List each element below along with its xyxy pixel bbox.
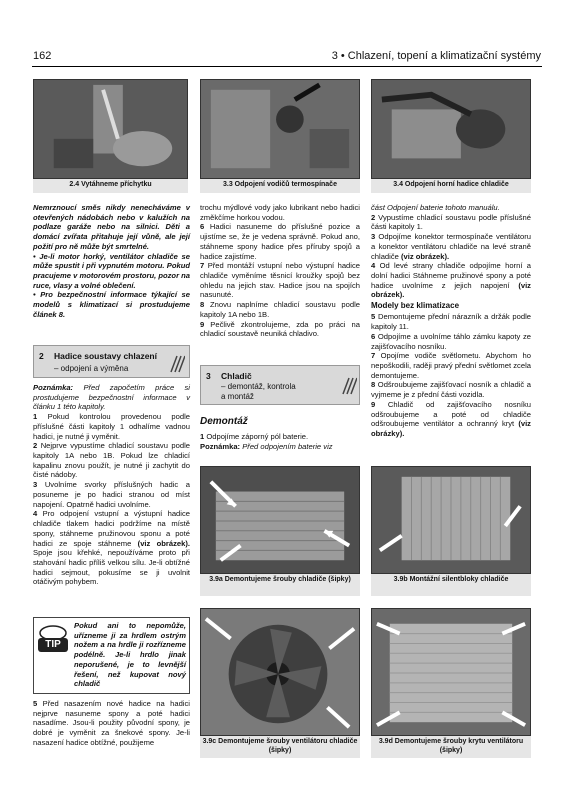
warning-antifreeze: Nemrznoucí směs nikdy nenecháváme v otevřených nádobách nebo v kalužích na podlaze garáže nebo na silnici. Děti a domácí zvířata přitahuje její vůně, ale její požití pro ně může být smrtelné.: [33, 203, 190, 251]
step-number: 4: [33, 509, 38, 519]
warning-aircon: • Pro bezpečnostní informace týkající se modelů s klimatizací si prostudujeme článek 8.: [33, 290, 190, 319]
step-2: Nejprve vypustíme chladicí soustavu podle kapitoly 1A nebo 1B. Pokud lze chladicí kapalinu znovu použít, je nutné ji zachytit do čisté nádoby.: [33, 441, 190, 480]
tip-box: [33, 617, 190, 694]
step-number: 7: [371, 351, 376, 361]
section-3-header: [200, 365, 360, 405]
step-9: Chladič od zajišťovacího nosníku odšroubujeme a poté od chladiče odšroubujeme ventilátor a ochranný kryt: [371, 399, 531, 429]
step-5: Před nasazením nové hadice na hadici nejprve nasuneme spony a poté hadici nasadíme. Jsou-li použity původní spony, je dobré je vyměnit za šnekové spony. Je-li nasazení hadice obtížné, použijeme: [33, 699, 190, 747]
step-8: Znovu naplníme chladicí soustavu podle kapitoly 1A nebo 1B.: [200, 300, 360, 319]
step-5-cont: trochu mýdlové vody jako lubrikant nebo hadici změkčíme horkou vodou.: [200, 203, 360, 222]
difficulty-spanner-icon: [341, 374, 357, 401]
column-3: [371, 203, 531, 439]
step-number: 3: [371, 232, 376, 242]
caption-2-4: 2.4 Vytáhneme příchytku: [33, 179, 188, 193]
step-number: 3: [33, 480, 38, 490]
step-6: Hadici nasuneme do příslušné pozice a ujistíme se, že je vedena správně. Pokud ano, stáhneme spony hadice přes příruby spojů a hadice zajistíme.: [200, 222, 360, 261]
heading-demontaz: Demontáž: [200, 416, 248, 427]
step-4-cont: Spoje jsou křehké, nepoužíváme proto při stahování hadic příliš velkou sílu. Je-li obtížné hadici sejmout, pokusíme se ji uvolnit otáčivým pohybem.: [33, 548, 190, 587]
photo-3-4: [371, 79, 531, 179]
section-3-number: 3: [206, 371, 211, 381]
column-1: [33, 203, 190, 320]
photo-3-3: [200, 79, 360, 179]
warning-fan: • Je-li motor horký, ventilátor chladiče se může spustit i při vypnutém motoru. Pokud pracujeme v motorovém prostoru, pozor na ruce, vlasy a volné oblečení.: [33, 251, 190, 290]
step-4-ref: (viz obrázek).: [371, 280, 531, 300]
note-label: Poznámka:: [33, 383, 74, 392]
note-text: Před odpojením baterie viz: [242, 441, 333, 451]
step-number: 2: [371, 212, 376, 222]
step-6: Odpojíme a uvolníme táhlo zámku kapoty ze zajišťovacího nosníku.: [371, 331, 531, 351]
step-3-ref: (viz obrázek).: [401, 251, 450, 261]
note-text: Před započetím práce si prostudujeme bezpečnostní informace v článku 1 této kapitoly.: [33, 383, 190, 412]
step-number: 9: [200, 319, 205, 329]
step-7: Opojíme vodiče světlometu. Abychom ho nepoškodili, raději pravý přední světlomet zcela demontujeme.: [371, 351, 531, 380]
tip-badge: TIP: [38, 638, 68, 652]
caption-3-9b: 3.9b Montážní silentbloky chladiče: [371, 574, 531, 596]
step-number: 6: [371, 331, 376, 341]
step-number: 4: [371, 261, 376, 271]
step-7: Před montáží vstupní nebo výstupní hadice chladiče vyměníme těsnicí kroužky spojů bez ohledu na jejich stav. Hadice jsou na spojích nasunuté.: [200, 261, 360, 300]
step-number: 7: [200, 261, 205, 271]
header-rule: [32, 66, 542, 67]
step-number: 1: [33, 412, 38, 422]
column-1-bottom: [33, 699, 190, 748]
step-number: 6: [200, 222, 205, 232]
step-4-ref: (viz obrázek).: [137, 538, 190, 548]
step-d1: Odpojíme záporný pól baterie.: [206, 432, 309, 441]
section-3-title: Chladič: [221, 371, 252, 381]
step-number: 2: [33, 441, 38, 451]
step-number: 9: [371, 399, 376, 409]
step-8: Odšroubujeme zajišťovací nosník a chladič a vyjmeme je z přední části vozidla.: [371, 380, 531, 400]
step-9: Pečlivě zkontrolujeme, zda po práci na chladicí soustavě neuniká chladivo.: [200, 319, 360, 339]
step-5: Demontujeme přední nárazník a držák podle kapitoly 11.: [371, 312, 531, 332]
chapter-title: 3 • Chlazení, topení a klimatizační systémy: [331, 50, 541, 62]
section-2-header: [33, 345, 190, 378]
step-4: Pro odpojení vstupní a výstupní hadice chladiče tlakem hadici podržíme na místě spony, stáhneme pružinovou sponu a poté hadici ze spoje stáhneme: [33, 509, 190, 548]
note-cont: část Odpojení baterie tohoto manuálu.: [371, 203, 500, 212]
caption-3-9a: 3.9a Demontujeme šrouby chladiče (šipky): [200, 574, 360, 596]
photo-3-9a: [200, 466, 360, 574]
section-3-subtitle-1: – demontáž, kontrola: [221, 382, 296, 391]
column-2: [200, 203, 360, 339]
caption-3-3: 3.3 Odpojení vodičů termospínače: [200, 179, 360, 193]
step-number: 8: [371, 380, 376, 390]
difficulty-spanner-icon: [169, 352, 185, 379]
tip-text: Pokud ani to nepomůže, uřízneme ji za hrdlem ostrým nožem a na hrdle ji rozřízneme podélně. Je-li hrdlo jinak neporušené, je to levnější řešení, než kupovat nový chladič: [74, 621, 186, 689]
column-1-steps: [33, 383, 190, 587]
photo-3-9d: [371, 608, 531, 736]
photo-3-9c: [200, 608, 360, 736]
section-2-subtitle: – odpojení a výměna: [54, 364, 129, 373]
caption-3-9d: 3.9d Demontujeme šrouby krytu ventilátoru (šipky): [371, 736, 531, 758]
step-2: Vypustíme chladicí soustavu podle příslušné části kapitoly 1.: [371, 212, 531, 232]
step-number: 5: [371, 312, 376, 322]
column-2-dem: [200, 432, 360, 451]
subheading-no-aircon: Modely bez klimatizace: [371, 301, 460, 311]
photo-2-4: [33, 79, 188, 179]
step-1: Pokud kontrolou provedenou podle příslušné části kapitoly 1 odhalíme vadnou hadici, je nutné ji vyměnit.: [33, 412, 190, 441]
step-number: 1: [200, 432, 205, 441]
caption-3-9c: 3.9c Demontujeme šrouby ventilátoru chladiče (šipky): [200, 736, 360, 758]
page-number: 162: [33, 50, 52, 62]
section-2-number: 2: [39, 351, 44, 361]
section-3-subtitle-2: a montáž: [221, 392, 254, 401]
step-3: Odpojíme konektor termospínače ventilátoru a konektor ventilátoru chladiče na levé straně chladiče: [371, 232, 531, 261]
note-label: Poznámka:: [200, 441, 241, 451]
photo-3-9b: [371, 466, 531, 574]
step-number: 8: [200, 300, 205, 310]
step-4: Od levé strany chladiče odpojíme horní a dolní hadici Stáhneme pružinové spony a poté hadice uvolníme z jejich napojení: [371, 261, 531, 290]
caption-3-4: 3.4 Odpojení horní hadice chladiče: [371, 179, 531, 193]
step-3: Uvolníme svorky příslušných hadic a posuneme je po hadici stranou od míst napojení. Opatrně hadici uvolníme.: [33, 480, 190, 509]
step-9-ref: (viz obrázky).: [371, 419, 531, 439]
step-number: 5: [33, 699, 38, 708]
section-2-title: Hadice soustavy chlazení: [54, 351, 157, 361]
